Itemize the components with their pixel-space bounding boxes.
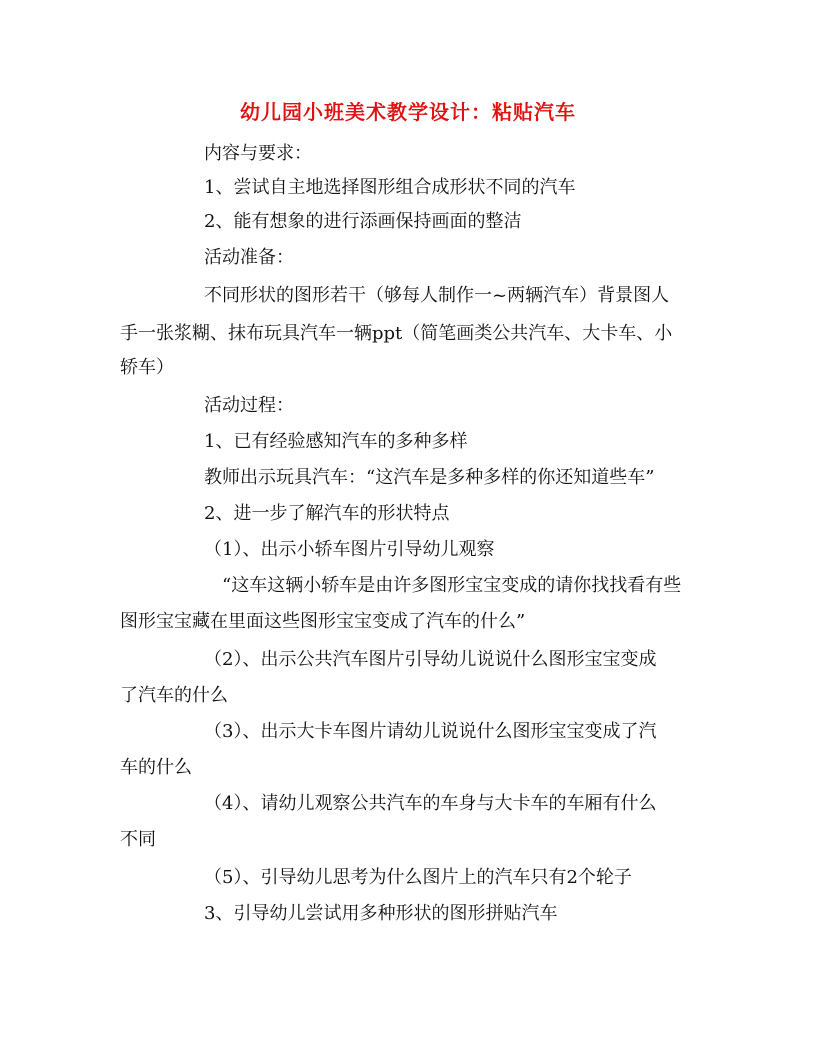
process-step-2: 2、进一步了解汽车的形状特点 bbox=[204, 503, 450, 524]
process-step-2-sub-3-line-1: （3）、出示大卡车图片请幼儿说说什么图形宝宝变成了汽 bbox=[204, 721, 657, 742]
process-step-3: 3、引导幼儿尝试用多种形状的图形拼贴汽车 bbox=[204, 903, 558, 924]
document-title: 幼儿园小班美术教学设计：粘贴汽车 bbox=[240, 100, 576, 124]
preparation-paragraph-line-1: 不同形状的图形若干（够每人制作一~两辆汽车）背景图人 bbox=[204, 285, 670, 306]
process-step-1-detail: 教师出示玩具汽车：“这汽车是多种多样的你还知道些车” bbox=[204, 467, 655, 488]
preparation-paragraph-line-2: 手一张浆糊、抹布玩具汽车一辆ppt（简笔画类公共汽车、大卡车、小 bbox=[120, 323, 673, 344]
requirement-item-2: 2、能有想象的进行添画保持画面的整洁 bbox=[204, 211, 522, 232]
process-step-2-sub-2-line-1: （2）、出示公共汽车图片引导幼儿说说什么图形宝宝变成 bbox=[204, 649, 657, 670]
process-step-2-sub-4-line-1: （4）、请幼儿观察公共汽车的车身与大卡车的车厢有什么 bbox=[204, 793, 657, 814]
requirement-item-1: 1、尝试自主地选择图形组合成形状不同的汽车 bbox=[204, 177, 576, 198]
process-step-1: 1、已有经验感知汽车的多种多样 bbox=[204, 431, 468, 452]
section-heading-preparation: 活动准备： bbox=[204, 247, 294, 268]
process-step-2-sub-4-line-2: 不同 bbox=[120, 829, 156, 850]
process-step-2-sub-3-line-2: 车的什么 bbox=[120, 757, 192, 778]
process-step-2-sub-5: （5）、引导幼儿思考为什么图片上的汽车只有2个轮子 bbox=[204, 867, 632, 888]
process-step-2-sub-1-quote-line-1: “这车这辆小轿车是由许多图形宝宝变成的请你找找看有些 bbox=[222, 575, 682, 596]
preparation-paragraph-line-3: 轿车） bbox=[120, 357, 174, 378]
process-step-2-sub-1-quote-line-2: 图形宝宝藏在里面这些图形宝宝变成了汽车的什么” bbox=[120, 611, 526, 632]
process-step-2-sub-1: （1）、出示小轿车图片引导幼儿观察 bbox=[204, 539, 495, 560]
section-heading-requirements: 内容与要求： bbox=[204, 143, 312, 164]
section-heading-process: 活动过程： bbox=[204, 395, 294, 416]
process-step-2-sub-2-line-2: 了汽车的什么 bbox=[120, 685, 228, 706]
